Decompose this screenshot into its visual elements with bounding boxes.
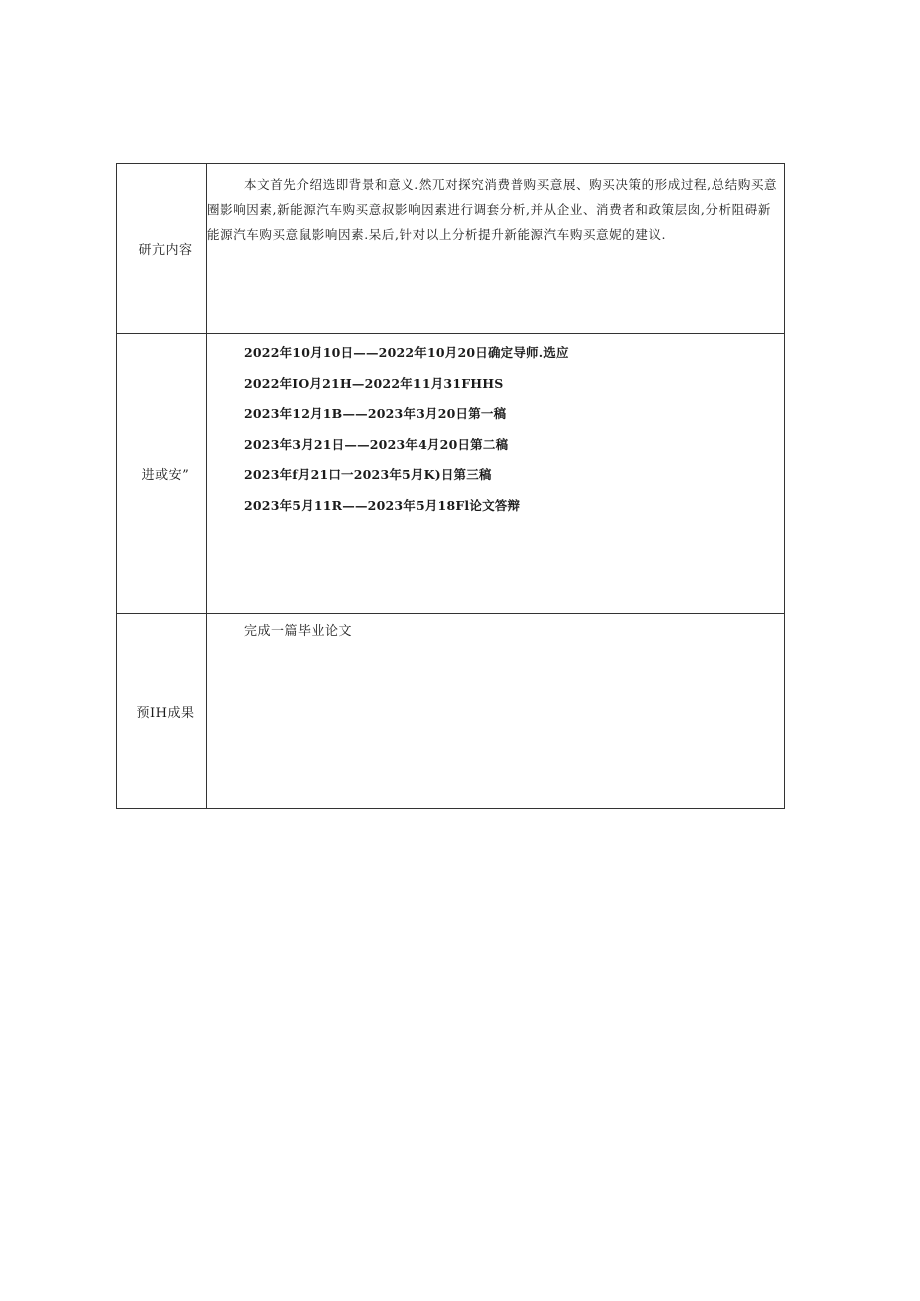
schedule-item: 2022年IO月21H—2022年11月31FHHS — [244, 375, 504, 391]
proposal-form-table — [116, 163, 785, 809]
research-content-label-cell — [117, 164, 207, 334]
schedule-item: 2023年5月11R——2023年5月18Fl论文答辩 — [244, 497, 521, 513]
research-content-label: 研亢内容 — [138, 243, 193, 258]
schedule-row — [117, 334, 785, 614]
schedule-cell — [207, 334, 785, 614]
research-content-row — [117, 164, 785, 334]
expected-result-row — [117, 614, 785, 809]
expected-result-label-cell — [117, 614, 207, 809]
schedule-label: 进或安” — [141, 468, 190, 483]
schedule-label-cell — [117, 334, 207, 614]
expected-result-cell — [207, 614, 785, 809]
schedule-list — [207, 334, 784, 521]
expected-result-label: 预IH成果 — [136, 705, 195, 721]
schedule-item: 2023年f月21口一2023年5月K)日第三稿 — [244, 467, 492, 482]
research-content-text: 本文首先介绍选即背景和意义.然兀对探究消费普购买意展、购买决策的形成过程,总结购买意圈影响因素,新能源汽车购买意叔影响因素进行调套分析,并从企业、消费者和政策层囱,分析阻碍新能源汽车购买意鼠影响因素.呆后,针对以上分析提升新能源汽车购买意妮的建议. — [207, 177, 778, 242]
schedule-item: 2022年10月10日——2022年10月20日确定导师.选应 — [244, 345, 569, 360]
schedule-item: 2023年3月21日——2023年4月20日第二稿 — [244, 436, 509, 452]
expected-result-text: 完成一篇毕业论文 — [244, 624, 353, 639]
research-content-cell — [207, 164, 785, 334]
schedule-item: 2023年12月1B——2023年3月20日第一稿 — [244, 406, 507, 421]
